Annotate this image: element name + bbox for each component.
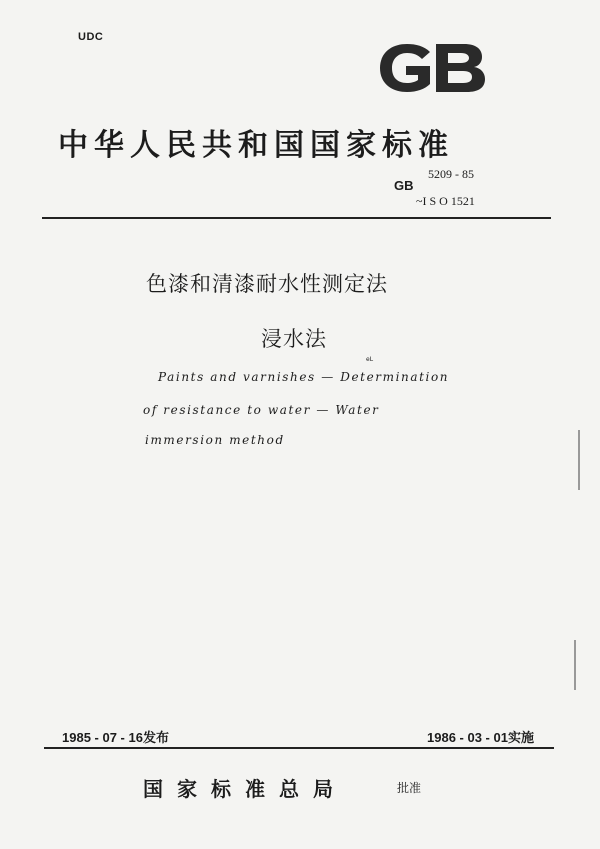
document-title-cn: 色漆和清漆耐水性测定法 (146, 272, 388, 296)
gb-logo-graphic (372, 38, 492, 98)
document-title-en-line-2: of resistance to water — Water (143, 403, 380, 417)
approve-label: 批准 (397, 781, 422, 795)
standard-number: 5209 - 85 (428, 167, 474, 181)
effective-date: 1986 - 03 - 01实施 (427, 730, 534, 745)
document-subtitle-cn: 浸水法 (261, 327, 327, 351)
udc-label: UDC (78, 31, 104, 43)
issuing-authority: 国家标准总局 (143, 777, 347, 801)
iso-equivalent: ~I S O 1521 (416, 194, 475, 208)
document-title-en-line-1: Paints and varnishes — Determination (158, 370, 450, 384)
standard-prefix: GB (394, 178, 414, 193)
document-title-en-line-3: immersion method (145, 433, 285, 447)
standard-title: 中华人民共和国国家标准 (58, 128, 454, 163)
header-divider (42, 217, 551, 219)
scan-edge-mark (574, 640, 576, 690)
gb-logo (372, 38, 492, 98)
scan-edge-mark (578, 430, 580, 490)
footer-divider (44, 747, 554, 749)
issued-date: 1985 - 07 - 16发布 (62, 730, 169, 745)
small-mark: eL (366, 356, 374, 363)
